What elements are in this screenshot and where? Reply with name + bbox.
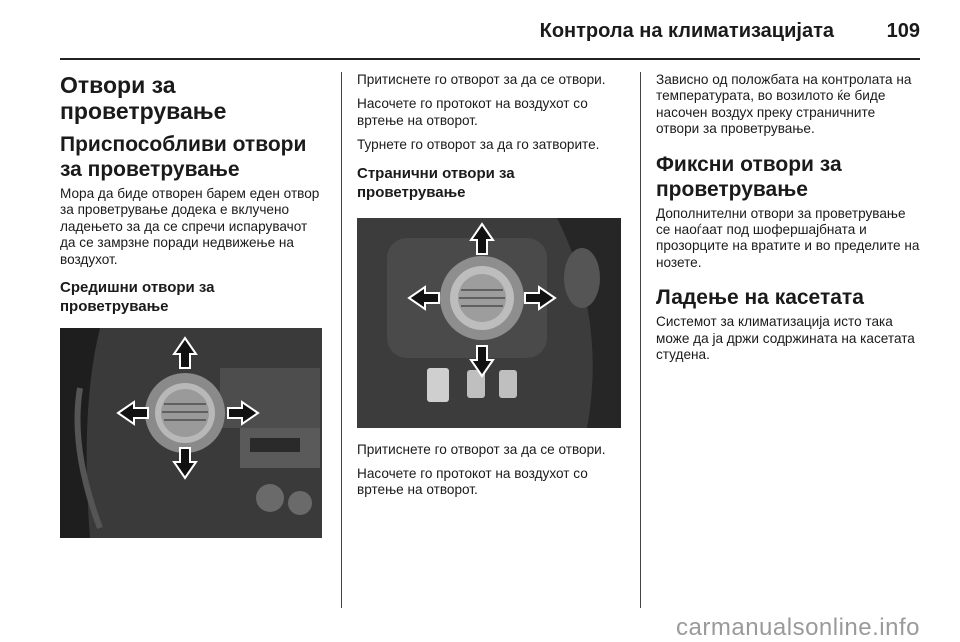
body-text: Мора да биде отворен барем еден отвор за проветрување додека е вклучено ладењето за да се спречи испарувачот да се замрзне поради недвижење на воздухот. [60,186,320,267]
column-left [60,72,326,538]
page-header [60,14,920,62]
column-divider [640,72,641,608]
page-number: 109 [886,20,920,42]
body-text: Турнете го отворот за да го затворите. [357,137,600,153]
minor-heading: Средишни отвори за проветрување [60,279,215,316]
subsection-heading: Приспособливи отвори за проветрување [60,133,307,181]
body-text: Зависно од положбата на контролата на температурата, во возилото ќе биде насочен воздух преку страничните отвори за проветрување. [656,72,912,137]
body-text: Притиснете го отворот за да се отвори. [357,72,606,87]
side-vent-photo [357,218,621,428]
subsection-heading: Фиксни отвори за проветрување [656,152,842,201]
minor-heading: Странични отвори за проветрување [357,164,515,201]
subsection-heading: Ладење на касетата [656,286,864,310]
center-vent-photo [60,328,322,538]
column-middle [357,72,625,507]
body-text: Насочете го протокот на воздухот со вртење на отворот. [357,466,588,498]
column-divider [341,72,342,608]
watermark: carmanualsonline.info [676,614,920,641]
section-heading: Отвори за проветрување [60,72,227,124]
body-text: Насочете го протокот на воздухот со вртење на отворот. [357,96,588,128]
body-text: Дополнителни отвори за проветрување се наоѓаат под шофершајбната и прозорците на вратите и во пределите на нозете. [656,205,920,270]
header-rule [60,58,920,60]
header-title: Контрола на климатизацијата [539,20,834,42]
center-vent-illustration [60,328,322,538]
body-text: Системот за климатизација исто така може да ја држи содржината на касетата студена. [656,314,915,363]
column-right [656,72,922,371]
body-text: Притиснете го отворот за да се отвори. [357,441,606,457]
side-vent-illustration [357,218,621,428]
